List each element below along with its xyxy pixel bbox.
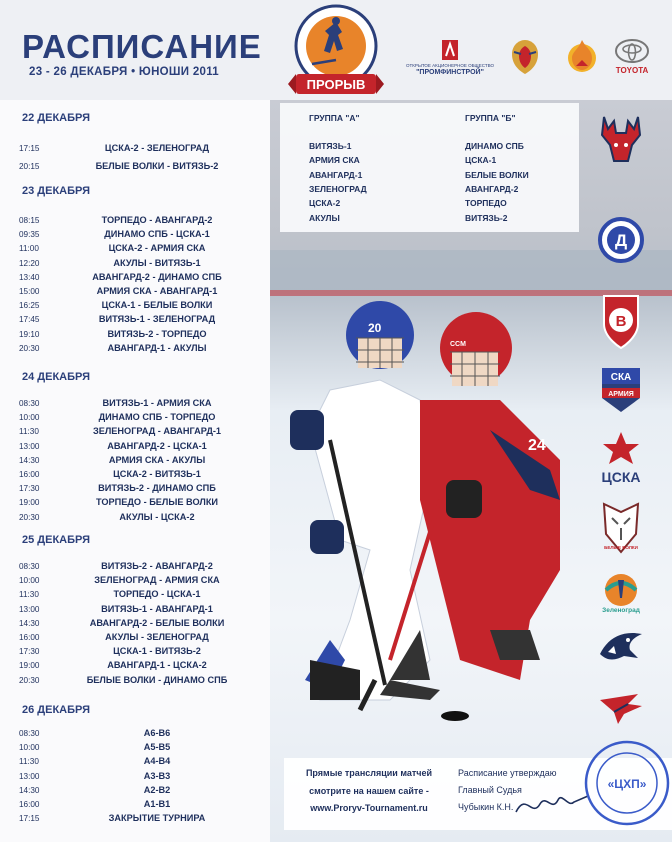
group-b-team: ВИТЯЗЬ-2 xyxy=(465,212,508,223)
match-teams: ЗАКРЫТИЕ ТУРНИРА xyxy=(108,813,206,824)
match-time: 14:30 xyxy=(19,618,40,628)
match-teams: БЕЛЫЕ ВОЛКИ - ВИТЯЗЬ-2 xyxy=(95,160,219,171)
match-row xyxy=(0,398,270,412)
match-time: 11:30 xyxy=(19,757,39,767)
match-time: 14:30 xyxy=(19,455,40,465)
group-b-team: БЕЛЫЕ ВОЛКИ xyxy=(465,169,529,180)
match-teams: ТОРПЕДО - ЦСКА-1 xyxy=(113,589,201,600)
wolves-text: БЕЛЫЕ ВОЛКИ xyxy=(604,545,638,550)
match-teams: А5-В5 xyxy=(143,742,171,753)
group-a-team: ВИТЯЗЬ-1 xyxy=(309,141,352,151)
match-row xyxy=(0,618,270,632)
promfinstroy-logo-icon xyxy=(440,38,460,62)
match-teams: АВАНГАРД-1 - АКУЛЫ xyxy=(107,342,207,353)
match-row xyxy=(0,329,270,343)
match-teams: АВАНГАРД-1 - ЦСКА-2 xyxy=(107,660,207,671)
page-subtitle: 23 - 26 ДЕКАБРЯ • ЮНОШИ 2011 xyxy=(29,66,219,78)
flame-emblem-icon xyxy=(562,36,602,76)
official-stamp-icon xyxy=(582,738,672,828)
schedule-panel xyxy=(0,100,270,842)
group-b-title: ГРУППА "Б" xyxy=(465,113,516,123)
website-link[interactable]: www.Proryv-Tournament.ru xyxy=(310,803,428,813)
match-teams: ЦСКА-2 - ЗЕЛЕНОГРАД xyxy=(104,143,210,153)
match-time: 08:30 xyxy=(19,729,40,738)
match-time: 08:30 xyxy=(19,562,40,571)
match-row xyxy=(0,314,270,328)
group-a-team: АКУЛЫ xyxy=(309,212,340,223)
match-teams: ВИТЯЗЬ-1 - АРМИЯ СКА xyxy=(102,398,212,408)
approval-line-2: Главный Судья xyxy=(458,785,522,795)
match-teams: ЗЕЛЕНОГРАД - АВАНГАРД-1 xyxy=(92,426,222,437)
match-time: 20:30 xyxy=(19,512,40,522)
match-time: 12:20 xyxy=(19,258,40,268)
match-time: 09:35 xyxy=(19,230,40,240)
group-a-title: ГРУППА "А" xyxy=(309,113,360,123)
match-row xyxy=(0,286,270,300)
opponent-number: 24 xyxy=(528,437,546,454)
match-time: 13:40 xyxy=(19,272,40,282)
jersey-number: 20 xyxy=(368,321,382,335)
group-a-team: АВАНГАРД-1 xyxy=(309,169,363,180)
dynamo-letter: Д xyxy=(614,231,628,250)
match-teams: ВИТЯЗЬ-1 - ЗЕЛЕНОГРАД xyxy=(98,314,216,325)
match-time: 17:45 xyxy=(19,315,40,325)
cska-logo-icon xyxy=(598,430,644,486)
match-teams: ВИТЯЗЬ-2 - ДИНАМО СПБ xyxy=(98,483,216,494)
match-time: 19:00 xyxy=(19,498,40,508)
match-teams: ЦСКА-2 - ВИТЯЗЬ-1 xyxy=(113,469,201,479)
match-row xyxy=(0,143,270,157)
groups-box xyxy=(280,103,579,232)
match-row xyxy=(0,161,270,175)
match-teams: АВАНГАРД-2 - ЦСКА-1 xyxy=(107,440,207,451)
group-b-team: ЦСКА-1 xyxy=(465,155,497,166)
group-a-team: ЗЕЛЕНОГРАД xyxy=(309,183,367,194)
match-teams: АКУЛЫ - ЦСКА-2 xyxy=(119,511,195,522)
match-teams: АКУЛЫ - ЗЕЛЕНОГРАД xyxy=(105,632,209,642)
white-wolves-logo-icon xyxy=(598,500,644,556)
logo-ribbon-text: ПРОРЫВ xyxy=(306,77,366,92)
match-time: 20:30 xyxy=(19,343,40,353)
day-title: 24 ДЕКАБРЯ xyxy=(22,371,90,383)
match-time: 17:30 xyxy=(19,647,40,657)
match-teams: ДИНАМО СПБ - ЦСКА-1 xyxy=(104,229,210,240)
match-teams: БЕЛЫЕ ВОЛКИ - ДИНАМО СПБ xyxy=(86,674,228,685)
cska-text: ЦСКА xyxy=(601,469,641,485)
match-teams: ДИНАМО СПБ - ТОРПЕДО xyxy=(98,412,216,423)
match-teams: ЦСКА-2 - АРМИЯ СКА xyxy=(108,243,206,254)
group-b-team: АВАНГАРД-2 xyxy=(465,183,519,194)
group-b-team: ТОРПЕДО xyxy=(465,198,507,209)
match-teams: АВАНГАРД-2 - БЕЛЫЕ ВОЛКИ xyxy=(89,617,225,628)
match-row xyxy=(0,742,270,756)
group-b-team: ДИНАМО СПБ xyxy=(465,141,524,151)
day-title: 22 ДЕКАБРЯ xyxy=(22,112,90,124)
match-row xyxy=(0,589,270,603)
match-teams: А6-В6 xyxy=(143,728,171,738)
match-time: 16:25 xyxy=(19,301,40,311)
match-teams: АРМИЯ СКА - АВАНГАРД-1 xyxy=(96,286,218,296)
match-row xyxy=(0,799,270,813)
promfinstroy-name: "ПРОМФИНСТРОЙ" xyxy=(416,69,484,76)
match-time: 13:00 xyxy=(19,604,40,614)
match-time: 17:30 xyxy=(19,484,40,494)
match-row xyxy=(0,243,270,257)
match-row xyxy=(0,575,270,589)
ska-bottom-text: АРМИЯ xyxy=(608,391,634,398)
group-a-team: ЦСКА-2 xyxy=(309,198,341,209)
match-row xyxy=(0,756,270,770)
match-time: 15:00 xyxy=(19,287,40,296)
page-title: РАСПИСАНИЕ xyxy=(22,28,262,65)
ska-top-text: СКА xyxy=(610,372,632,383)
match-teams: А4-В4 xyxy=(143,756,171,767)
match-time: 11:00 xyxy=(19,244,39,254)
match-row xyxy=(0,497,270,511)
match-row xyxy=(0,300,270,314)
match-row xyxy=(0,604,270,618)
match-row xyxy=(0,229,270,243)
avangard-hawk-logo-icon xyxy=(598,690,644,726)
match-row xyxy=(0,469,270,483)
match-row xyxy=(0,632,270,646)
match-row xyxy=(0,426,270,440)
match-row xyxy=(0,455,270,469)
match-row xyxy=(0,412,270,426)
match-row xyxy=(0,512,270,526)
tournament-logo xyxy=(280,2,392,102)
match-time: 19:00 xyxy=(19,661,40,671)
day-title: 26 ДЕКАБРЯ xyxy=(22,704,90,716)
broadcast-line-1: Прямые трансляции матчей xyxy=(305,768,433,778)
match-row xyxy=(0,785,270,799)
match-row xyxy=(0,272,270,286)
match-time: 13:00 xyxy=(19,441,40,451)
match-teams: А3-В3 xyxy=(143,770,171,781)
match-time: 16:00 xyxy=(19,633,40,642)
match-teams: А2-В2 xyxy=(143,784,171,795)
match-teams: ТОРПЕДО - БЕЛЫЕ ВОЛКИ xyxy=(95,497,219,508)
match-time: 16:00 xyxy=(19,800,40,809)
sharks-logo-icon xyxy=(598,624,644,668)
match-row xyxy=(0,771,270,785)
approval-line-3: Чубыкин К.Н. xyxy=(458,802,514,812)
match-teams: ЗЕЛЕНОГРАД - АРМИЯ СКА xyxy=(94,575,220,586)
match-time: 20:30 xyxy=(19,675,40,685)
eagle-emblem-icon xyxy=(508,36,542,76)
match-row xyxy=(0,343,270,357)
match-time: 16:00 xyxy=(19,470,40,479)
match-teams: ЦСКА-1 - ВИТЯЗЬ-2 xyxy=(113,646,201,657)
match-time: 14:30 xyxy=(19,785,40,795)
dynamo-logo-icon xyxy=(598,212,644,268)
match-teams: ВИТЯЗЬ-1 - АВАНГАРД-1 xyxy=(101,603,213,614)
zelenograd-text: Зеленоград xyxy=(602,607,640,614)
match-teams: ТОРПЕДО - АВАНГАРД-2 xyxy=(101,215,213,225)
match-teams: АРМИЯ СКА - АКУЛЫ xyxy=(108,454,206,465)
match-time: 17:15 xyxy=(19,144,40,153)
match-time: 20:15 xyxy=(19,161,40,171)
vityaz-letter: В xyxy=(615,313,627,330)
match-row xyxy=(0,728,270,742)
match-teams: ВИТЯЗЬ-2 - АВАНГАРД-2 xyxy=(101,561,213,571)
match-teams: А1-В1 xyxy=(143,799,171,809)
ska-army-logo-icon xyxy=(598,364,644,416)
match-teams: ЦСКА-1 - БЕЛЫЕ ВОЛКИ xyxy=(101,300,213,311)
match-time: 10:00 xyxy=(19,743,40,753)
match-row xyxy=(0,660,270,674)
match-time: 17:15 xyxy=(19,814,40,824)
promfinstroy-caption: ОТКРЫТОЕ АКЦИОНЕРНОЕ ОБЩЕСТВО xyxy=(406,63,494,68)
helmet-ccm: CCM xyxy=(450,341,466,348)
signature-icon xyxy=(512,782,592,822)
match-time: 10:00 xyxy=(19,413,40,423)
day-title: 25 ДЕКАБРЯ xyxy=(22,534,90,546)
broadcast-line-2: смотрите на нашем сайте - xyxy=(309,786,429,796)
match-row xyxy=(0,646,270,660)
vityaz-logo-icon xyxy=(598,290,644,352)
match-teams: ВИТЯЗЬ-2 - ТОРПЕДО xyxy=(107,328,207,339)
group-a-team: АРМИЯ СКА xyxy=(309,155,360,166)
avangard-elk-logo-icon xyxy=(598,113,644,165)
toyota-logo-icon xyxy=(614,38,650,64)
match-row xyxy=(0,215,270,229)
match-teams: АВАНГАРД-2 - ДИНАМО СПБ xyxy=(92,271,222,282)
match-row xyxy=(0,561,270,575)
approval-line-1: Расписание утверждаю xyxy=(458,768,557,778)
match-time: 08:30 xyxy=(19,399,40,408)
footer-box xyxy=(284,758,672,830)
match-time: 19:10 xyxy=(19,329,40,339)
match-row xyxy=(0,813,270,827)
match-row xyxy=(0,441,270,455)
toyota-name: TOYOTA xyxy=(615,66,649,75)
match-time: 11:30 xyxy=(19,427,39,437)
match-time: 11:30 xyxy=(19,590,39,600)
day-title: 23 ДЕКАБРЯ xyxy=(22,185,90,197)
match-time: 08:15 xyxy=(19,216,40,225)
match-time: 10:00 xyxy=(19,576,40,586)
match-teams: АКУЛЫ - ВИТЯЗЬ-1 xyxy=(113,257,201,268)
zelenograd-logo-icon xyxy=(598,570,644,614)
header xyxy=(0,0,672,100)
match-time: 13:00 xyxy=(19,771,40,781)
match-row xyxy=(0,483,270,497)
stamp-center-text: «ЦХП» xyxy=(607,777,647,791)
match-row xyxy=(0,258,270,272)
match-row xyxy=(0,675,270,689)
